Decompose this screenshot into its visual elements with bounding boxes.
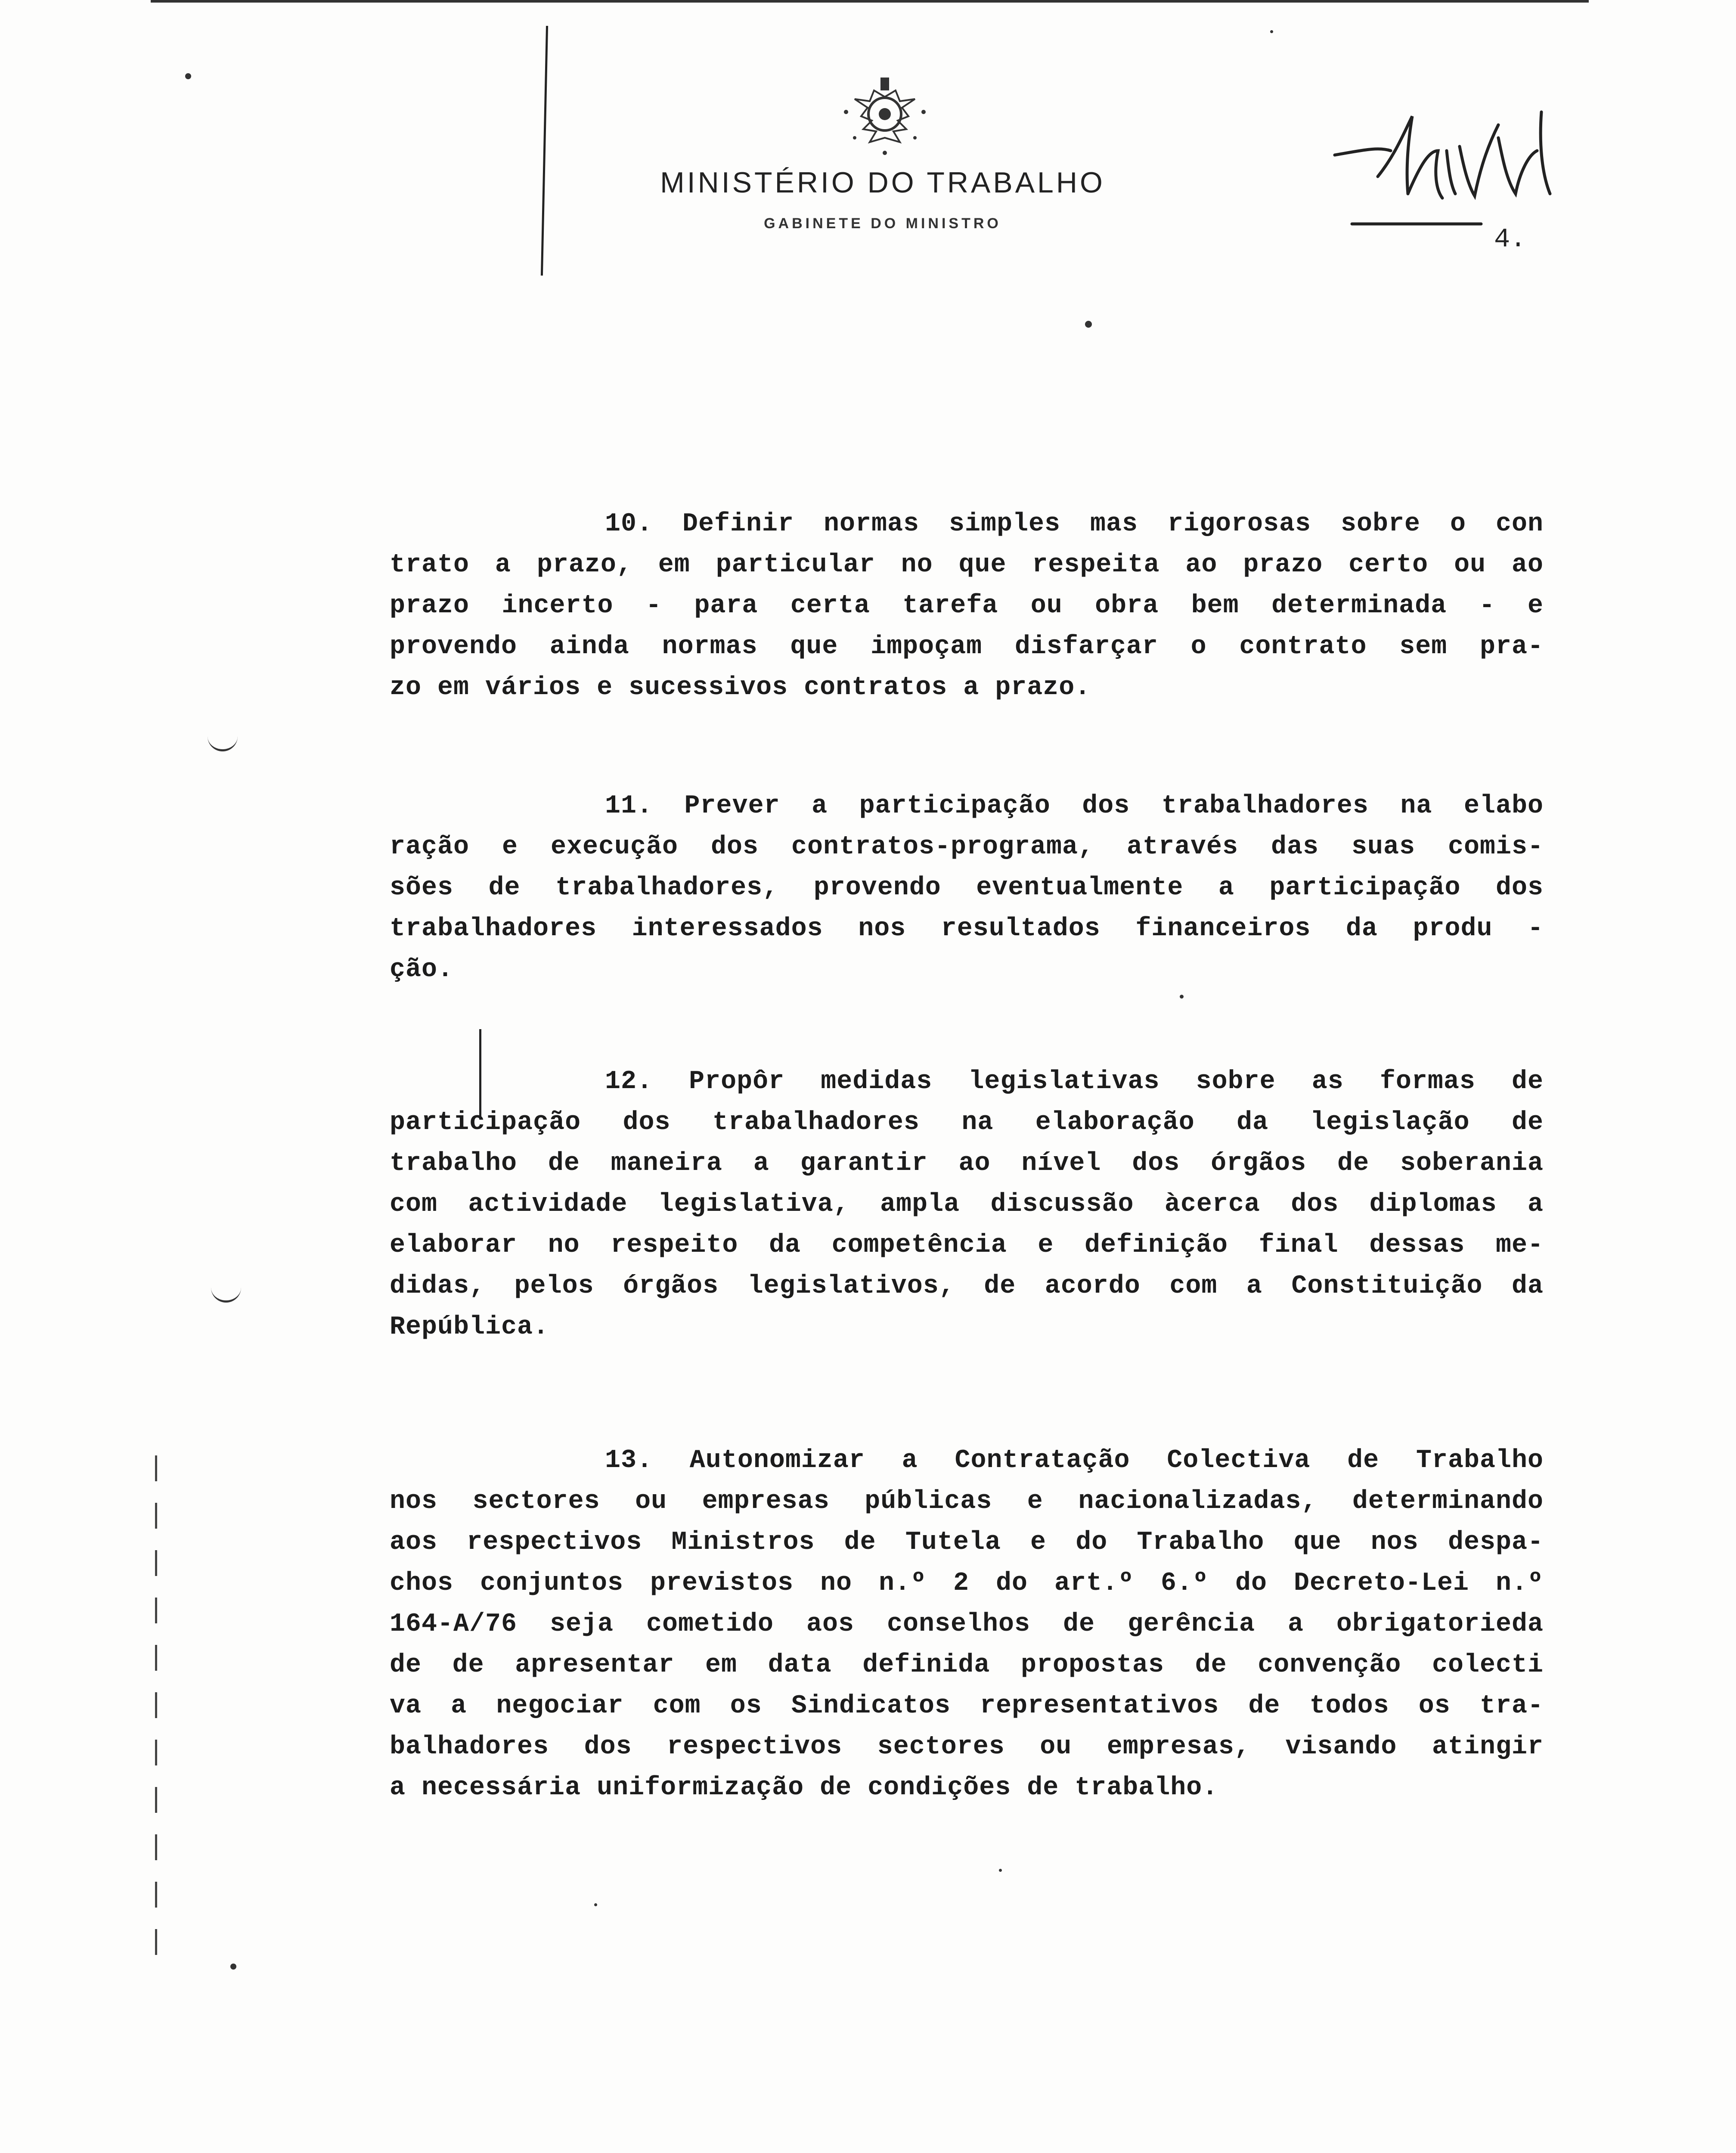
paragraph-line: República.	[390, 1312, 549, 1342]
paragraph-line: aos respectivos Ministros de Tutela e do Trabalho que nos despa-	[390, 1528, 1544, 1557]
paragraph-line: ração e execução dos contratos-programa, através das suas comis-	[390, 832, 1544, 862]
scan-speck	[230, 1964, 236, 1970]
paragraph-line: elaborar no respeito da competência e definição final dessas me-	[390, 1231, 1544, 1260]
handwritten-signature-icon	[1326, 86, 1567, 228]
scan-speck	[185, 73, 191, 79]
paragraph-line: de de apresentar em data definida propostas de convenção colecti	[390, 1650, 1544, 1680]
paragraph-line: balhadores dos respectivos sectores ou empresas, visando atingir	[390, 1732, 1544, 1762]
paragraph-line: com actividade legislativa, ampla discussão àcerca dos diplomas a	[390, 1190, 1544, 1219]
paragraph-line: nos sectores ou empresas públicas e nacionalizadas, determinando	[390, 1487, 1544, 1516]
coat-of-arms-icon	[829, 73, 941, 159]
paragraph-line: trato a prazo, em particular no que respeita ao prazo certo ou ao	[390, 550, 1544, 580]
page-number: 4.	[1494, 224, 1526, 254]
paragraph-line: sões de trabalhadores, provendo eventualmente a participação dos	[390, 873, 1544, 903]
paragraph-line: va a negociar com os Sindicatos representativos de todos os tra-	[390, 1691, 1544, 1721]
paragraph-line: ção.	[390, 955, 454, 984]
paragraph-11	[390, 786, 1544, 990]
paragraph-line: 164-A/76 seja cometido aos conselhos de gerência a obrigatorieda	[390, 1610, 1544, 1639]
paragraph-line: provendo ainda normas que impoçam disfarçar o contrato sem pra-	[390, 632, 1544, 661]
paragraph-line: prazo incerto - para certa tarefa ou obra bem determinada - e	[390, 591, 1544, 620]
scan-speck	[594, 1903, 597, 1906]
binding-edge-mark	[155, 1455, 157, 1972]
paragraph-line: trabalhadores interessados nos resultados financeiros da produ -	[390, 914, 1544, 943]
paragraph-12	[390, 1061, 1544, 1348]
scan-speck	[999, 1869, 1002, 1872]
scan-speck	[1270, 30, 1273, 33]
scan-speck	[1085, 321, 1092, 328]
margin-scan-mark	[208, 732, 238, 751]
margin-pen-line	[541, 26, 548, 276]
paragraph-13	[390, 1440, 1544, 1809]
paragraph-10	[390, 504, 1544, 708]
paragraph-line: trabalho de maneira a garantir ao nível dos órgãos de soberania	[390, 1149, 1544, 1178]
scan-speck	[1180, 995, 1184, 999]
top-edge-rule	[151, 0, 1589, 3]
paragraph-line: 10. Definir normas simples mas rigorosas sobre o con	[605, 509, 1544, 539]
paragraph-line: participação dos trabalhadores na elaboração da legislação de	[390, 1108, 1544, 1137]
paragraph-line: 12. Propôr medidas legislativas sobre as formas de	[605, 1067, 1544, 1096]
paragraph-line: a necessária uniformização de condições de trabalho.	[390, 1773, 1218, 1802]
paragraph-line: chos conjuntos previstos no n.º 2 do art.º 6.º do Decreto-Lei n.º	[390, 1569, 1544, 1598]
ministry-title: MINISTÉRIO DO TRABALHO	[660, 166, 1105, 199]
paragraph-line: 11. Prever a participação dos trabalhadores na elabo	[605, 791, 1544, 821]
office-subtitle: GABINETE DO MINISTRO	[764, 215, 1001, 232]
paragraph-line: zo em vários e sucessivos contratos a prazo.	[390, 673, 1091, 702]
margin-scan-mark	[211, 1283, 241, 1303]
paragraph-line: didas, pelos órgãos legislativos, de acordo com a Constituição da	[390, 1272, 1544, 1301]
paragraph-line: 13. Autonomizar a Contratação Colectiva de Trabalho	[605, 1446, 1544, 1475]
